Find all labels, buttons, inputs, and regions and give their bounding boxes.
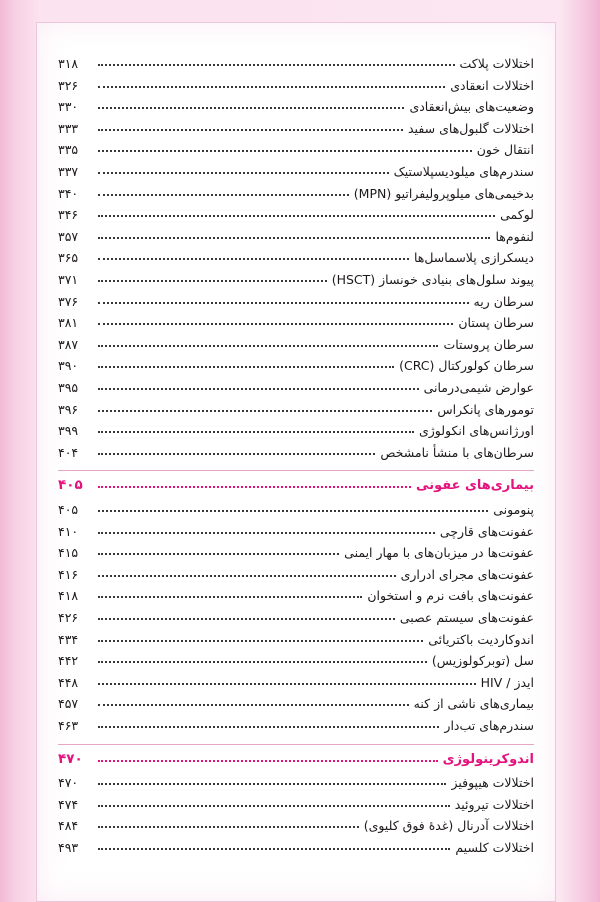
entry-title: لنفوم‌ها (495, 228, 534, 244)
dot-leader (98, 215, 495, 217)
toc-entry[interactable] (58, 72, 534, 93)
toc-entry[interactable] (58, 396, 534, 417)
entry-page-number: ۳۴۶ (58, 207, 79, 223)
entry-title: اختلالات آدرنال (غدهٔ فوق کلیوی) (363, 818, 534, 834)
entry-title: بیماری‌های ناشی از کنه (413, 696, 534, 712)
entry-title: اندوکاردیت باکتریائی (428, 631, 534, 647)
toc-entry[interactable] (58, 647, 534, 668)
toc-entry[interactable] (58, 136, 534, 157)
entry-page-number: ۴۵۷ (58, 696, 79, 712)
entry-title: اختلالات هیپوفیز (451, 775, 534, 791)
section-heading[interactable] (58, 746, 534, 767)
entry-page-number: ۴۱۵ (58, 545, 79, 561)
section-divider (58, 744, 534, 745)
toc-entry[interactable] (58, 561, 534, 582)
dot-leader (98, 618, 395, 620)
dot-leader (98, 280, 327, 282)
entry-page-number: ۴۱۶ (58, 566, 79, 582)
entry-page-number: ۳۶۵ (58, 250, 79, 266)
entry-page-number: ۴۱۰ (58, 523, 79, 539)
entry-title: سرطان پروستات (443, 336, 534, 352)
dot-leader (98, 640, 423, 642)
entry-title: سل (توبرکولوزیس) (431, 653, 534, 669)
toc-entry[interactable] (58, 158, 534, 179)
entry-page-number: ۳۷۶ (58, 293, 79, 309)
dot-leader (98, 683, 476, 685)
dot-leader (98, 596, 362, 598)
toc-entry[interactable] (58, 115, 534, 136)
toc-entry[interactable] (58, 690, 534, 711)
dot-leader (98, 453, 375, 455)
entry-title: عفونت‌ها در میزبان‌های با مهار ایمنی (344, 545, 534, 561)
dot-leader (98, 237, 490, 239)
toc-entry[interactable] (58, 266, 534, 287)
entry-page-number: ۴۴۸ (58, 674, 79, 690)
entry-page-number: ۳۷۱ (58, 272, 79, 287)
entry-title: اختلالات تیروئید (454, 796, 534, 812)
dot-leader (98, 783, 446, 785)
entry-title: اختلالات گلبول‌های سفید (408, 120, 534, 136)
dot-leader (98, 431, 414, 433)
toc-entry[interactable] (58, 50, 534, 71)
section-title: بیماری‌های عفونی (416, 478, 534, 494)
dot-leader (98, 258, 409, 260)
entry-page-number: ۳۵۷ (58, 228, 79, 244)
toc-entry[interactable] (58, 539, 534, 560)
section-divider (58, 470, 534, 471)
toc-entry[interactable] (58, 331, 534, 352)
entry-page-number: ۳۹۰ (58, 358, 79, 374)
entry-title: دیسکرازی پلاسماسل‌ها (413, 250, 534, 266)
entry-page-number: ۴۴۲ (58, 653, 79, 669)
entry-page-number: ۳۹۹ (58, 423, 79, 439)
dot-leader (98, 107, 404, 109)
dot-leader (98, 826, 359, 828)
toc-entry[interactable] (58, 223, 534, 244)
toc-entry[interactable] (58, 417, 534, 438)
entry-title: سرطان کولورکتال (CRC) (399, 358, 534, 374)
entry-page-number: ۳۱۸ (58, 56, 79, 71)
dot-leader (98, 150, 472, 152)
toc-entry[interactable] (58, 352, 534, 373)
entry-title: وضعیت‌های بیش‌انعقادی (409, 99, 534, 115)
toc-entry[interactable] (58, 812, 534, 833)
entry-title: عفونت‌های قارچی (439, 523, 534, 539)
entry-page-number: ۴۸۴ (58, 818, 79, 834)
entry-title: پنومونی (493, 502, 534, 517)
dot-leader (98, 86, 445, 88)
dot-leader (98, 760, 438, 762)
toc-entry[interactable] (58, 791, 534, 812)
toc-entry[interactable] (58, 496, 534, 517)
entry-title: انتقال خون (476, 142, 534, 158)
toc-entry[interactable] (58, 93, 534, 114)
toc-entry[interactable] (58, 201, 534, 222)
toc-entry[interactable] (58, 604, 534, 625)
entry-page-number: ۳۹۵ (58, 380, 79, 395)
toc-entry[interactable] (58, 288, 534, 309)
dot-leader (98, 129, 403, 131)
entry-page-number: ۴۳۴ (58, 631, 79, 647)
entry-page-number: ۳۳۵ (58, 142, 79, 158)
entry-title: تومورهای پانکراس (437, 401, 534, 417)
toc-entry[interactable] (58, 769, 534, 790)
toc-entry[interactable] (58, 582, 534, 603)
entry-title: سرطان‌های با منشأ نامشخص (380, 444, 534, 460)
dot-leader (98, 486, 411, 488)
entry-title: عفونت‌های بافت نرم و استخوان (367, 588, 534, 604)
entry-title: اختلالات کلسیم (455, 840, 534, 855)
dot-leader (98, 704, 409, 706)
dot-leader (98, 194, 349, 196)
entry-page-number: ۳۲۶ (58, 77, 79, 93)
toc-entry[interactable] (58, 669, 534, 690)
entry-title: سندرم‌های میلودیسپلاستیک (393, 164, 534, 179)
entry-title: عوارض شیمی‌درمانی (423, 380, 534, 395)
entry-title: عفونت‌های مجرای ادراری (400, 566, 534, 582)
toc-entry[interactable] (58, 374, 534, 395)
entry-page-number: ۳۹۶ (58, 401, 79, 417)
entry-title: عفونت‌های سیستم عصبی (399, 610, 534, 625)
entry-title: سندرم‌های تب‌دار (444, 718, 534, 733)
section-title: اندوکرینولوژی (442, 751, 534, 767)
entry-page-number: ۳۸۷ (58, 336, 79, 352)
dot-leader (98, 172, 389, 174)
toc-entry[interactable] (58, 518, 534, 539)
toc-entry[interactable] (58, 626, 534, 647)
entry-title: اورژانس‌های انکولوژی (418, 423, 534, 439)
toc-entry[interactable] (58, 309, 534, 330)
dot-leader (98, 345, 438, 347)
dot-leader (98, 388, 419, 390)
section-page-number: ۴۰۵ (58, 477, 83, 494)
dot-leader (98, 726, 439, 728)
dot-leader (98, 553, 339, 555)
toc-entry[interactable] (58, 439, 534, 460)
dot-leader (98, 323, 453, 325)
toc-entry[interactable] (58, 180, 534, 201)
entry-page-number: ۴۶۳ (58, 718, 79, 733)
entry-page-number: ۴۰۵ (58, 502, 79, 517)
entry-page-number: ۴۷۴ (58, 796, 79, 812)
entry-page-number: ۳۴۰ (58, 185, 79, 201)
entry-title: لوکمی (500, 207, 534, 223)
toc-entry[interactable] (58, 834, 534, 855)
dot-leader (98, 64, 455, 66)
entry-page-number: ۳۳۰ (58, 99, 79, 115)
entry-title: ایدز / HIV (480, 674, 534, 690)
dot-leader (98, 410, 432, 412)
toc-entry[interactable] (58, 244, 534, 265)
entry-title: اختلالات پلاکت (459, 56, 534, 71)
section-heading[interactable] (58, 472, 534, 493)
entry-page-number: ۴۲۶ (58, 610, 79, 625)
entry-title: پیوند سلول‌های بنیادی خونساز (HSCT) (331, 272, 534, 287)
dot-leader (98, 575, 396, 577)
entry-page-number: ۴۹۳ (58, 840, 79, 855)
toc-entry[interactable] (58, 712, 534, 733)
entry-page-number: ۳۸۱ (58, 315, 79, 331)
dot-leader (98, 532, 435, 534)
entry-title: بدخیمی‌های میلوپرولیفراتیو (MPN) (353, 185, 534, 201)
entry-title: اختلالات انعقادی (450, 77, 534, 93)
entry-title: سرطان پستان (458, 315, 534, 331)
entry-page-number: ۳۳۳ (58, 120, 79, 136)
entry-page-number: ۴۷۰ (58, 775, 79, 791)
dot-leader (98, 848, 450, 850)
dot-leader (98, 805, 450, 807)
dot-leader (98, 366, 394, 368)
dot-leader (98, 510, 488, 512)
dot-leader (98, 302, 469, 304)
entry-page-number: ۴۱۸ (58, 588, 79, 604)
dot-leader (98, 661, 427, 663)
entry-title: سرطان ریه (473, 293, 534, 309)
entry-page-number: ۴۰۴ (58, 444, 79, 460)
entry-page-number: ۳۳۷ (58, 164, 79, 179)
section-page-number: ۴۷۰ (58, 750, 83, 767)
